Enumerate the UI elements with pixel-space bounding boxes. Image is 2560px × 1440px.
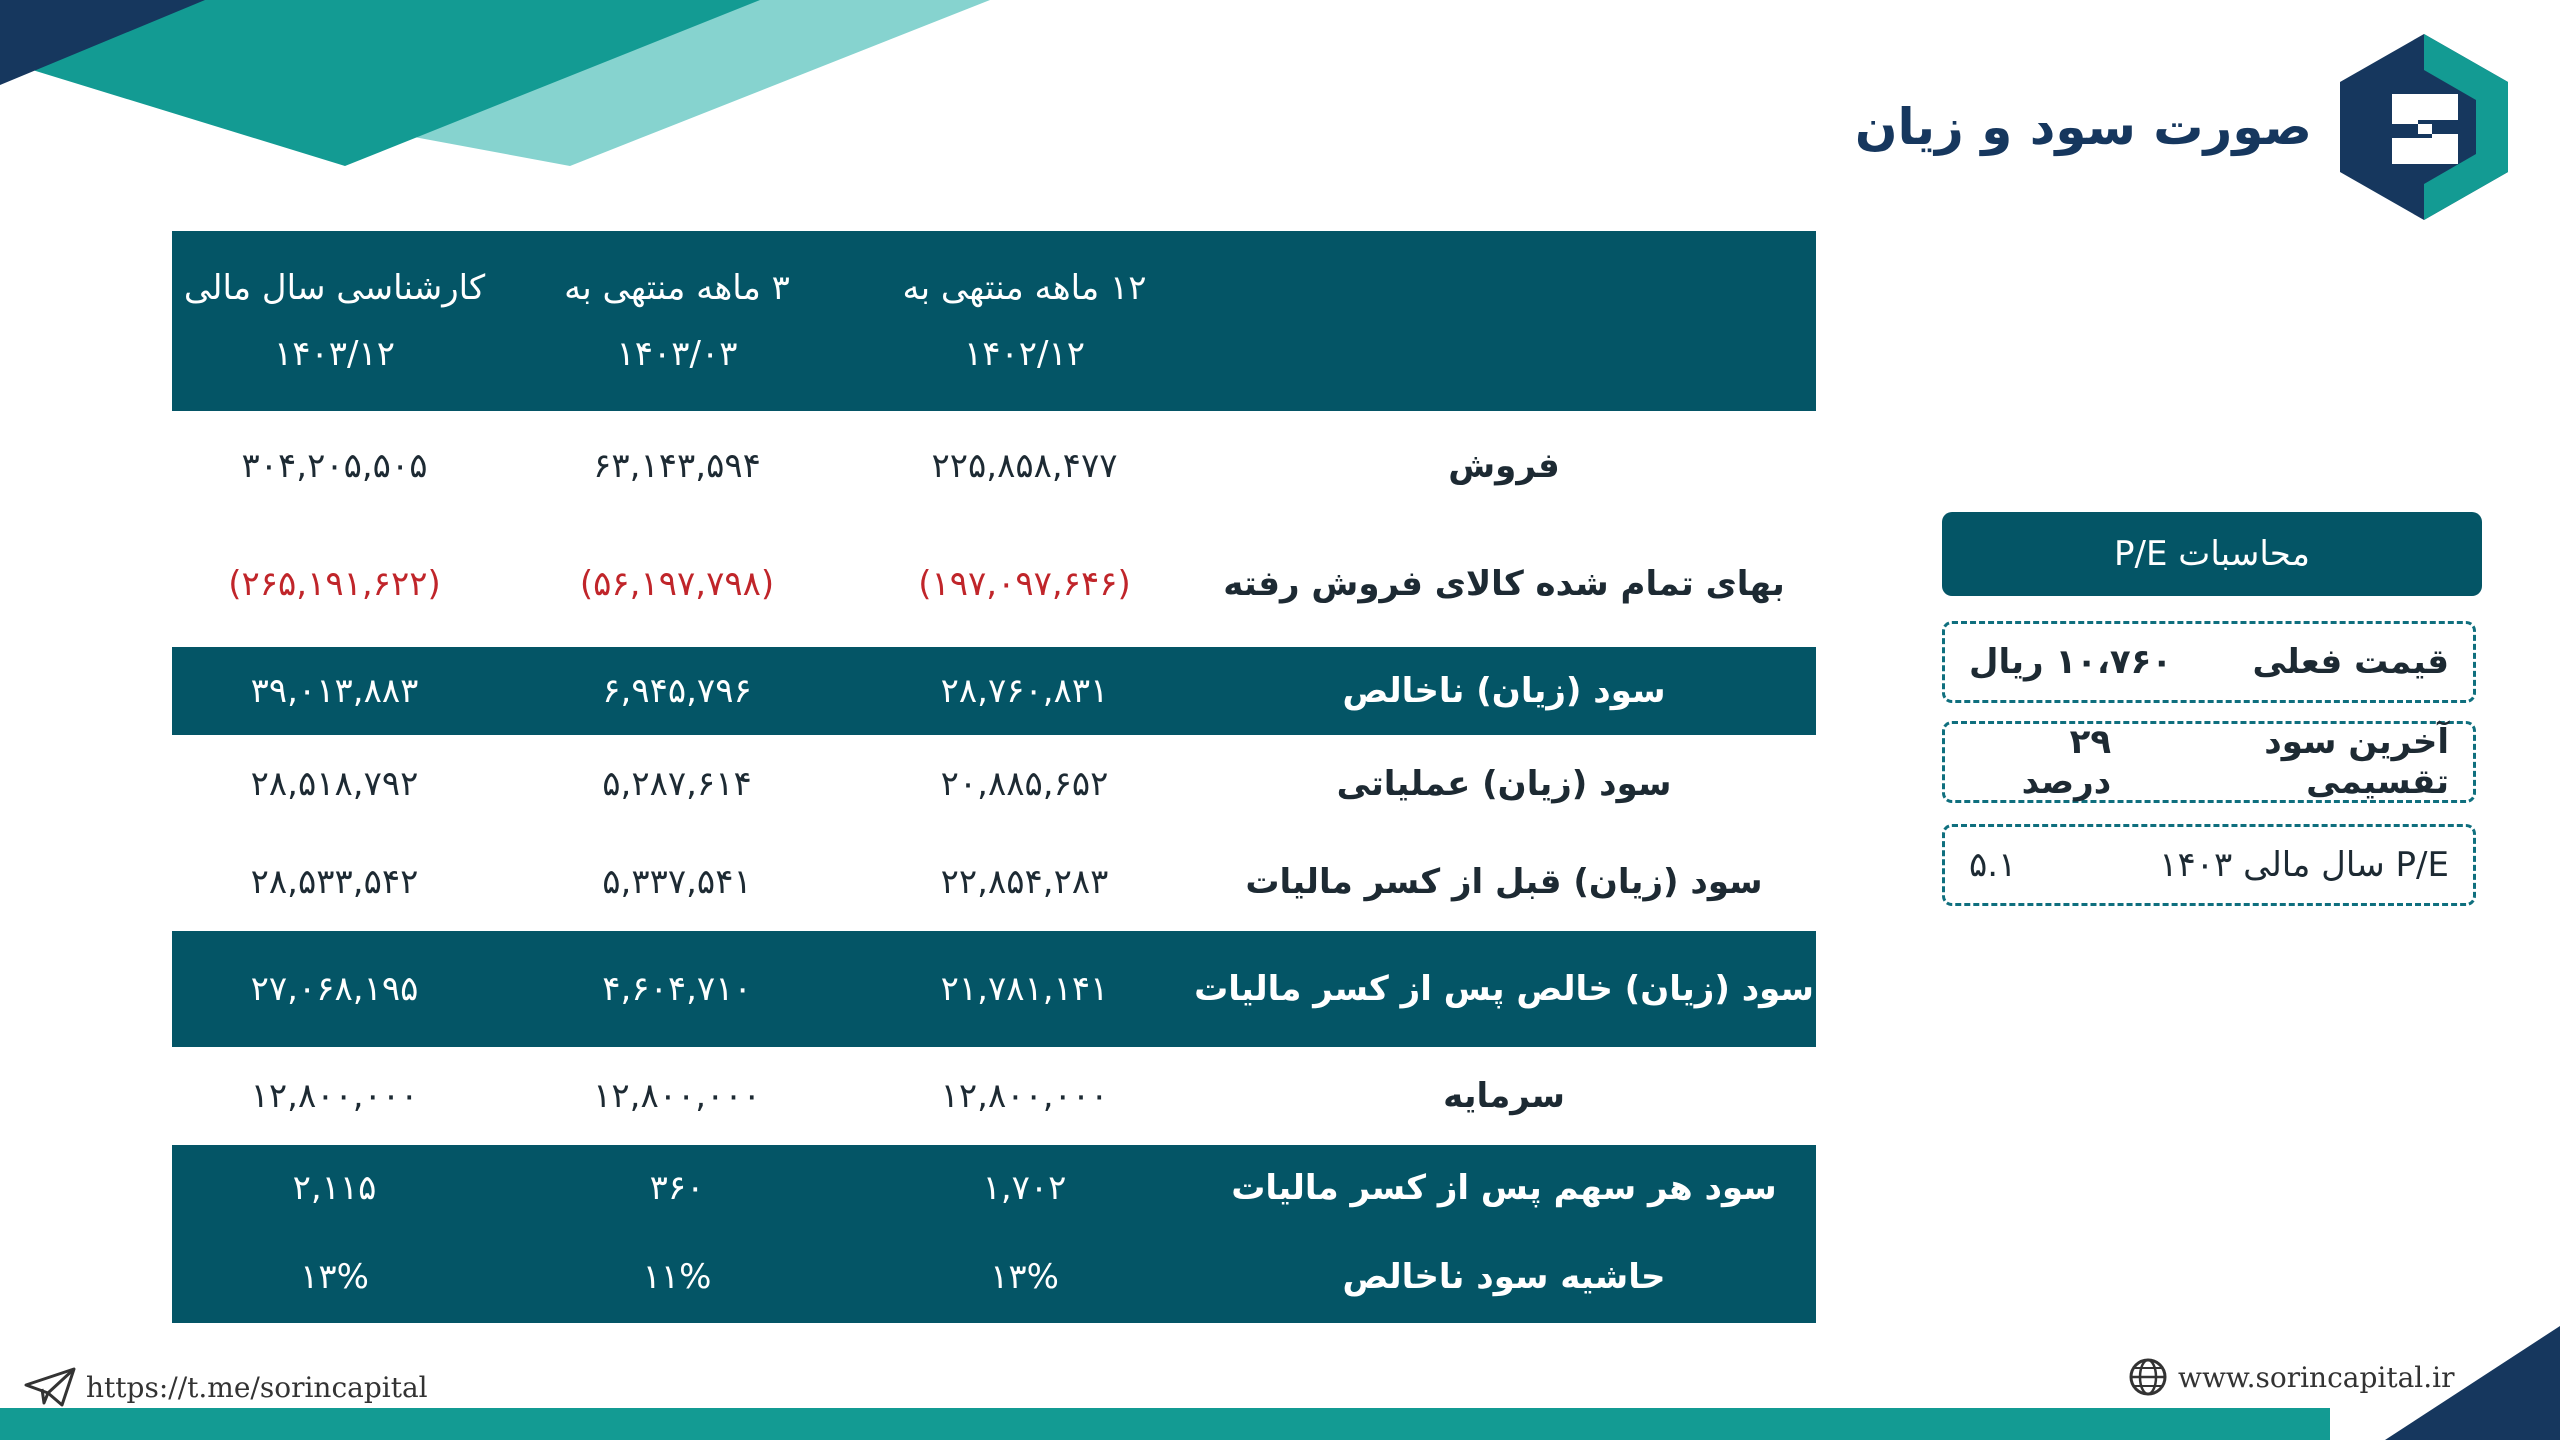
row-label: بهای تمام شده کالای فروش رفته [1223,564,1785,604]
row-value: (۱۹۷,۰۹۷,۶۴۶) [918,564,1131,604]
pe-row-pe-ratio [1942,824,2476,906]
page-title: صورت سود و زیان [1854,98,2312,156]
row-value: ۲۸,۷۶۰,۸۳۱ [940,671,1109,711]
row-value: ۲۰,۸۸۵,۶۵۲ [940,764,1109,804]
column-header: کارشناسی سال مالی ۱۴۰۳/۱۲ [183,268,486,374]
column-header: ۱۲ ماهه منتهی به ۱۴۰۲/۱۲ [902,268,1147,374]
pe-row-value: ۵.۱ [1969,845,2017,885]
row-value: ۱,۷۰۲ [982,1168,1067,1208]
pe-panel-header: محاسبات P/E [1942,512,2482,596]
row-label: سود هر سهم پس از کسر مالیات [1231,1168,1777,1208]
income-statement-table [172,231,1816,1323]
row-value: ۳۰۴,۲۰۵,۵۰۵ [241,446,428,486]
pe-row-value: ۲۹ درصد [2021,722,2112,802]
row-value: ۳۶۰ [649,1168,705,1208]
table-header-row [172,231,1816,411]
row-label: سود (زیان) قبل از کسر مالیات [1245,862,1763,902]
pe-row-label: P/E سال مالی ۱۴۰۳ [2159,845,2449,885]
pe-row-current-price [1942,621,2476,703]
row-label: فروش [1448,446,1560,486]
row-value: ۲۷,۰۶۸,۱۹۵ [250,969,419,1009]
table-row [172,735,1816,833]
row-value: (۵۶,۱۹۷,۷۹۸) [579,564,775,604]
top-decoration [0,0,1000,170]
row-value: (۲۶۵,۱۹۱,۶۲۲) [228,564,441,604]
table-row [172,1145,1816,1231]
row-value: ۱۱% [642,1257,712,1297]
website-link[interactable] [2128,1352,2454,1402]
row-value: ۶,۹۴۵,۷۹۶ [602,671,752,711]
row-value: ۲۲,۸۵۴,۲۸۳ [940,862,1109,902]
website-url: www.sorincapital.ir [2178,1360,2455,1394]
row-value: ۱۳% [300,1257,369,1297]
row-value: ۵,۲۸۷,۶۱۴ [602,764,752,804]
row-value: ۱۲,۸۰۰,۰۰۰ [940,1076,1109,1116]
row-value: ۲۸,۵۱۸,۷۹۲ [250,764,419,804]
globe-icon [2128,1357,2168,1397]
row-value: ۲,۱۱۵ [292,1168,377,1208]
table-row [172,647,1816,735]
pe-row-label: آخرین سود تقسیمی [2264,722,2449,802]
row-label: سود (زیان) خالص پس از کسر مالیات [1194,969,1814,1009]
row-label: سود (زیان) عملیاتی [1336,764,1672,804]
row-value: ۱۲,۸۰۰,۰۰۰ [250,1076,419,1116]
pe-row-value: ۱۰،۷۶۰ ریال [1969,642,2173,682]
pe-row-last-dividend [1942,721,2476,803]
brand-logo [2340,34,2508,220]
pe-row-label: قیمت فعلی [2252,642,2449,682]
column-header: ۳ ماهه منتهی به ۱۴۰۳/۰۳ [564,268,790,374]
row-value: ۵,۳۳۷,۵۴۱ [602,862,752,902]
row-value: ۲۱,۷۸۱,۱۴۱ [940,969,1109,1009]
row-value: ۲۸,۵۳۳,۵۴۲ [250,862,419,902]
header-label-cell [1192,231,1816,411]
telegram-url: https://t.me/sorincapital [86,1370,428,1404]
row-label: حاشیه سود ناخالص [1342,1257,1666,1297]
row-value: ۴,۶۰۴,۷۱۰ [602,969,752,1009]
row-value: ۱۲,۸۰۰,۰۰۰ [593,1076,761,1116]
telegram-icon [24,1367,76,1407]
telegram-link[interactable] [24,1362,428,1412]
table-row [172,833,1816,931]
row-value: ۲۲۵,۸۵۸,۴۷۷ [931,446,1118,486]
row-value: ۱۳% [990,1257,1059,1297]
table-row [172,1047,1816,1145]
table-row [172,931,1816,1047]
row-value: ۳۹,۰۱۳,۸۸۳ [250,671,419,711]
row-label: سود (زیان) ناخالص [1342,671,1666,711]
table-row [172,411,1816,521]
row-label: سرمایه [1443,1076,1565,1116]
table-row [172,521,1816,647]
row-value: ۶۳,۱۴۳,۵۹۴ [593,446,761,486]
